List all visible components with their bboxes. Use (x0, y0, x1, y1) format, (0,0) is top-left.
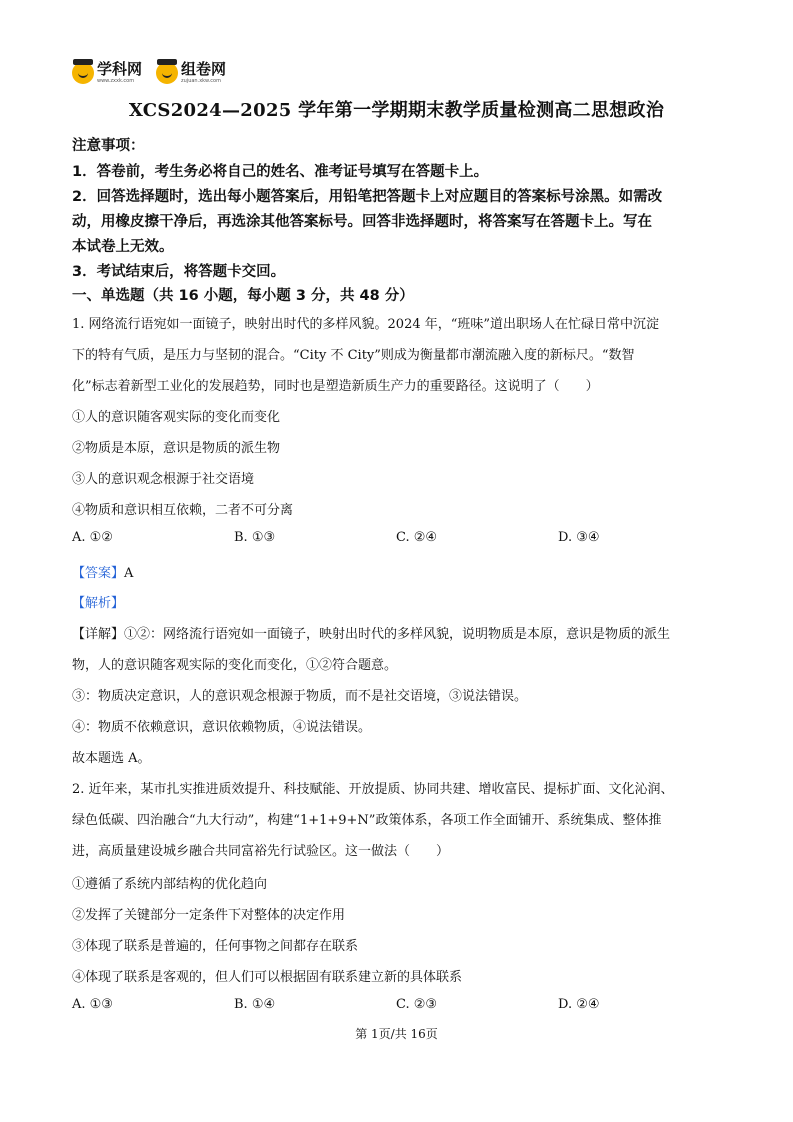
q1-statement: ④物质和意识相互依赖，二者不可分离 (72, 503, 294, 518)
q1-stem-line: 1. 网络流行语宛如一面镜子，映射出时代的多样风貌。2024 年，“班味”道出职场人在忙碌日常中沉淀 (72, 317, 660, 332)
logo-name: 组卷网 (181, 60, 227, 78)
q1-answer (72, 562, 133, 581)
q1-detail-line: ③：物质决定意识，人的意识观念根源于物质，而不是社交语境，③说法错误。 (72, 689, 528, 704)
option-a: A. ①② (72, 530, 113, 545)
logo-bar (72, 58, 240, 88)
q1-statement: ③人的意识观念根源于社交语境 (72, 472, 255, 487)
mascot-icon (72, 62, 94, 84)
option-b: B. ①④ (234, 997, 276, 1012)
notice-item: 本试卷上无效。 (72, 239, 174, 255)
logo-url: www.zxxk.com (97, 78, 135, 84)
analysis-label: 【解析】 (72, 596, 125, 611)
xuekewang-logo (72, 62, 142, 84)
q2-stem-line: 绿色低碳、四治融合“九大行动”，构建“1+1+9+N”政策体系，各项工作全面铺开、系统集成、整体推 (72, 813, 662, 828)
option-c: C. ②④ (396, 530, 438, 545)
answer-label: 【答案】 (72, 566, 125, 581)
q1-detail-line: 故本题选 A。 (72, 751, 151, 766)
q2-statement: ③体现了联系是普遍的，任何事物之间都存在联系 (72, 939, 359, 954)
q1-detail-line: 物，人的意识随客观实际的变化而变化，①②符合题意。 (72, 658, 398, 673)
logo-name: 学科网 (97, 60, 143, 78)
q1-stem-line: 下的特有气质，是压力与坚韧的混合。“City 不 City”则成为衡量都市潮流融入度的新标尺。“数智 (72, 348, 635, 363)
mascot-icon (156, 62, 178, 84)
q2-statement: ②发挥了关键部分一定条件下对整体的决定作用 (72, 908, 346, 923)
option-b: B. ①③ (234, 530, 276, 545)
notice-item: 1．答卷前，考生务必将自己的姓名、准考证号填写在答题卡上。 (72, 164, 489, 180)
q1-options (72, 530, 732, 550)
q1-detail-line (72, 623, 670, 642)
q2-options (72, 997, 732, 1017)
page-title: XCS2024—2025 学年第一学期期末教学质量检测高二思想政治 (128, 100, 665, 121)
q2-statement: ①遵循了系统内部结构的优化趋向 (72, 877, 268, 892)
option-d: D. ③④ (558, 530, 600, 545)
zujuanwang-logo (156, 62, 226, 84)
q2-stem-line: 进，高质量建设城乡融合共同富裕先行试验区。这一做法（ ） (72, 844, 450, 859)
logo-url: zujuan.xkw.com (181, 78, 221, 84)
option-a: A. ①③ (72, 997, 113, 1012)
notice-item: 动，用橡皮擦干净后，再选涂其他答案标号。回答非选择题时，将答案写在答题卡上。写在 (72, 214, 652, 230)
q2-statement: ④体现了联系是客观的，但人们可以根据固有联系建立新的具体联系 (72, 970, 463, 985)
q1-detail-line: ④：物质不依赖意识，意识依赖物质，④说法错误。 (72, 720, 372, 735)
detail-label: 【详解】 (72, 627, 125, 642)
page-footer: 第 1页/共 16页 (355, 1027, 438, 1041)
option-c: C. ②③ (396, 997, 438, 1012)
section-heading: 一、单选题（共 16 小题，每小题 3 分，共 48 分） (72, 288, 414, 304)
q1-statement: ②物质是本原，意识是物质的派生物 (72, 441, 281, 456)
answer-value: A (124, 566, 134, 581)
option-d: D. ②④ (558, 997, 600, 1012)
notice-heading: 注意事项： (72, 138, 145, 154)
q1-statement: ①人的意识随客观实际的变化而变化 (72, 410, 281, 425)
detail-text: ①②：网络流行语宛如一面镜子，映射出时代的多样风貌，说明物质是本原，意识是物质的派生 (124, 627, 671, 642)
notice-item: 3．考试结束后，将答题卡交回。 (72, 264, 286, 280)
q2-stem-line: 2. 近年来，某市扎实推进质效提升、科技赋能、开放提质、协同共建、增收富民、提标扩面、文化沁润、 (72, 782, 674, 797)
q1-stem-line: 化”标志着新型工业化的发展趋势，同时也是塑造新质生产力的重要路径。这说明了（ ） (72, 379, 599, 394)
notice-item: 2．回答选择题时，选出每小题答案后，用铅笔把答题卡上对应题目的答案标号涂黑。如需改 (72, 189, 663, 205)
